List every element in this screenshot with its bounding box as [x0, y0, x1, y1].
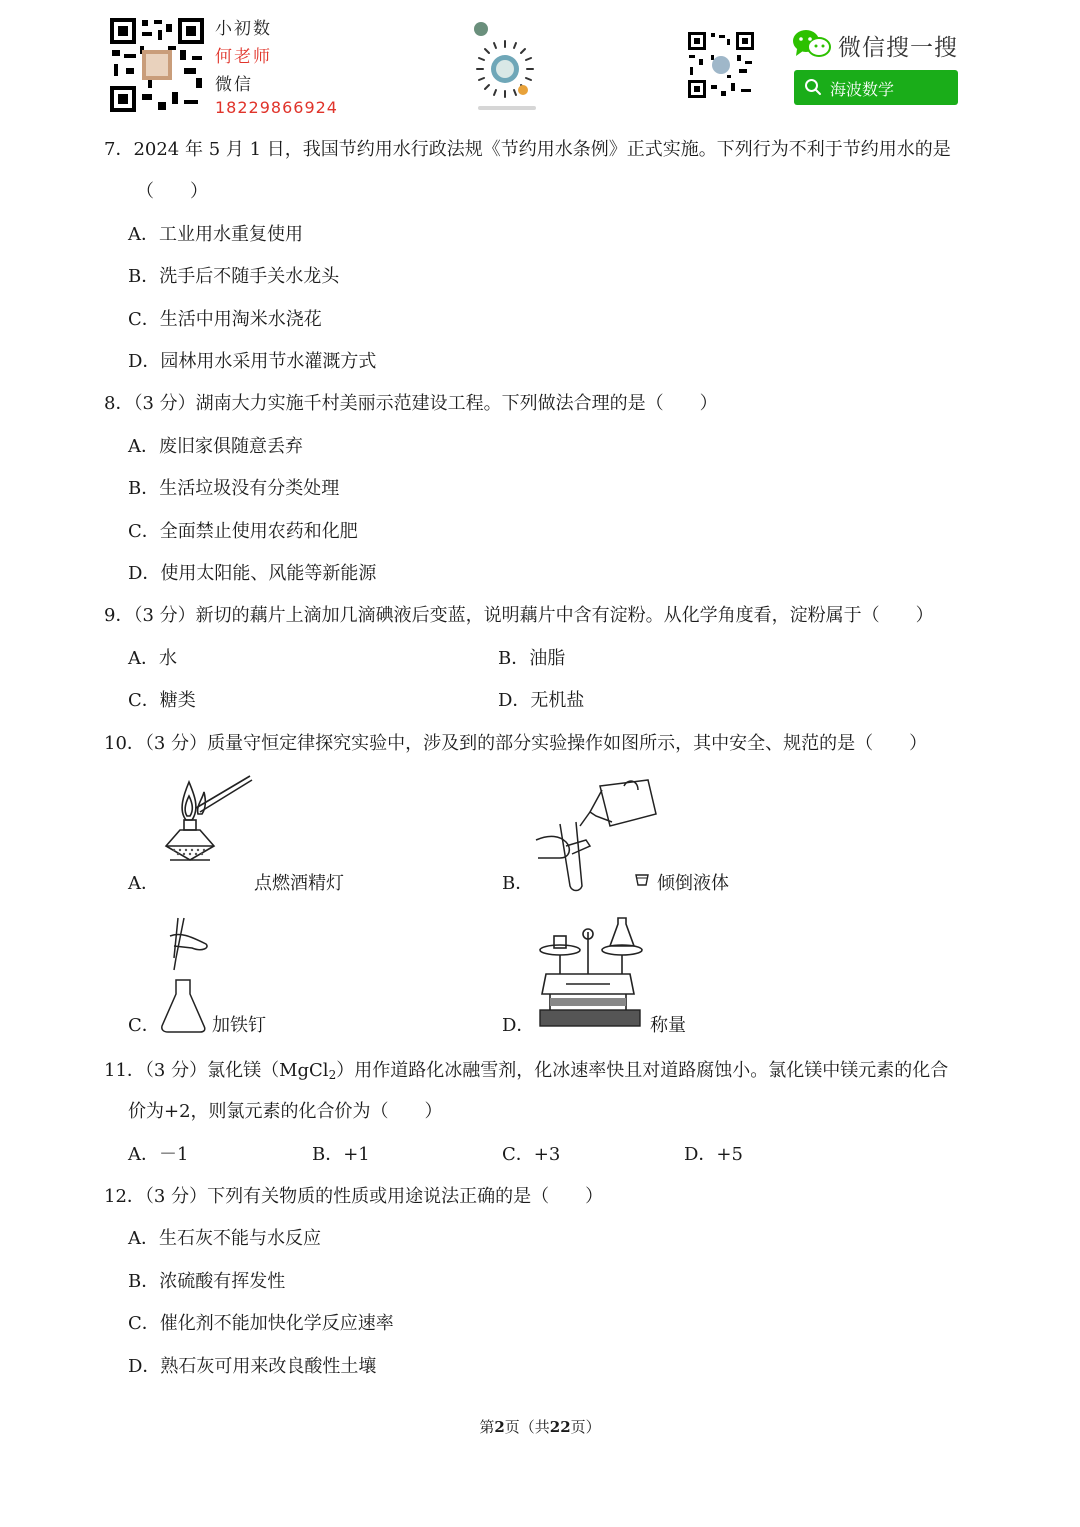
search-icon	[804, 78, 822, 100]
q7-option-d[interactable]: D．园林用水采用节水灌溉方式	[128, 351, 377, 372]
q11-subscript: 2	[328, 1068, 337, 1082]
q10-option-b-letter[interactable]: B．	[502, 873, 534, 894]
q7-option-b[interactable]: B．洗手后不随手关水龙头	[128, 266, 340, 287]
q10-stem: 10．（3 分）质量守恒定律探究实验中，涉及到的部分实验操作如图所示，其中安全、规范的是（ ）	[104, 733, 928, 754]
page-number-middle: 页（共	[504, 1418, 550, 1436]
q11-option-c[interactable]: C．+3	[502, 1144, 561, 1165]
q12-option-d[interactable]: D．熟石灰可用来改良酸性土壤	[128, 1356, 377, 1377]
q7-option-c[interactable]: C．生活中用淘米水浇花	[128, 309, 322, 330]
adding-iron-nail-illustration	[156, 914, 216, 1038]
q9-option-c[interactable]: C．糖类	[128, 690, 196, 711]
alcohol-lamp-lighting-illustration	[156, 774, 256, 870]
q8-stem: 8．（3 分）湖南大力实施千村美丽示范建设工程。下列做法合理的是（ ）	[104, 393, 718, 414]
q12-option-a[interactable]: A．生石灰不能与水反应	[128, 1228, 321, 1249]
q11-stem	[104, 1060, 948, 1086]
qr-code-icon	[687, 31, 755, 99]
q8-option-c[interactable]: C．全面禁止使用农药和化肥	[128, 521, 358, 542]
q10-option-c-letter[interactable]: C．	[128, 1015, 160, 1036]
q11-option-a[interactable]: A．－1	[128, 1144, 189, 1165]
wechat-search-keyword: 海波数学	[830, 80, 895, 99]
qr-code-icon	[108, 16, 206, 114]
q8-option-a[interactable]: A．废旧家俱随意丢弃	[128, 436, 303, 457]
q8-option-b[interactable]: B．生活垃圾没有分类处理	[128, 478, 340, 499]
q7-stem: 7．2024 年 5 月 1 日，我国节约用水行政法规《节约用水条例》正式实施。下列行为不利于节约用水的是	[104, 139, 951, 160]
q10-option-d-caption: 称量	[650, 1015, 686, 1036]
q12-stem: 12．（3 分）下列有关物质的性质或用途说法正确的是（ ）	[104, 1186, 604, 1207]
q9-option-d[interactable]: D．无机盐	[498, 690, 585, 711]
q11-stem-line2: 价为+2，则氯元素的化合价为（ ）	[128, 1101, 443, 1122]
page-number-prefix: 第	[479, 1418, 495, 1436]
q7-option-a[interactable]: A．工业用水重复使用	[128, 224, 303, 245]
page-number-suffix: 页）	[570, 1418, 601, 1436]
q11-stem-post: ）用作道路化冰融雪剂，化冰速率快且对道路腐蚀小。氯化镁中镁元素的化合	[336, 1060, 949, 1081]
q10-option-a-caption: 点燃酒精灯	[254, 873, 344, 894]
wechat-logo-icon	[792, 29, 832, 59]
teacher-grade-text: 小初数	[215, 19, 272, 39]
mini-program-footer	[478, 106, 536, 110]
wechat-search-button[interactable]	[794, 70, 958, 105]
teacher-name-text: 何老师	[215, 47, 272, 67]
q10-option-c-caption: 加铁钉	[212, 1015, 266, 1036]
q11-option-d[interactable]: D．+5	[684, 1144, 743, 1165]
current-page: 2	[494, 1418, 505, 1436]
q10-option-a-letter[interactable]: A．	[128, 873, 159, 894]
q12-option-b[interactable]: B．浓硫酸有挥发性	[128, 1271, 286, 1292]
page-number	[0, 1416, 1080, 1437]
q8-option-d[interactable]: D．使用太阳能、风能等新能源	[128, 563, 377, 584]
balance-weighing-illustration	[530, 914, 646, 1036]
total-pages: 22	[549, 1418, 571, 1436]
q10-option-d-letter[interactable]: D．	[502, 1015, 535, 1036]
q7-answer-blank: （ ）	[136, 181, 208, 202]
phone-number-text: 18229866924	[215, 98, 338, 117]
q12-option-c[interactable]: C．催化剂不能加快化学反应速率	[128, 1313, 394, 1334]
q11-stem-pre: 11．（3 分）氯化镁（MgCl	[104, 1060, 329, 1081]
q9-option-b[interactable]: B．油脂	[498, 648, 566, 669]
q10-option-b-caption: 倾倒液体	[657, 873, 729, 894]
avatar	[474, 22, 488, 36]
wechat-label-text: 微信	[215, 75, 253, 95]
q9-stem: 9．（3 分）新切的藕片上滴加几滴碘液后变蓝，说明藕片中含有淀粉。从化学角度看，淀粉属于（ ）	[104, 605, 934, 626]
q11-option-b[interactable]: B．+1	[312, 1144, 370, 1165]
q9-option-a[interactable]: A．水	[128, 648, 177, 669]
wechat-search-title: 微信搜一搜	[838, 35, 958, 61]
mini-program-code-icon	[474, 38, 536, 100]
bottle-stopper-illustration	[634, 872, 650, 891]
